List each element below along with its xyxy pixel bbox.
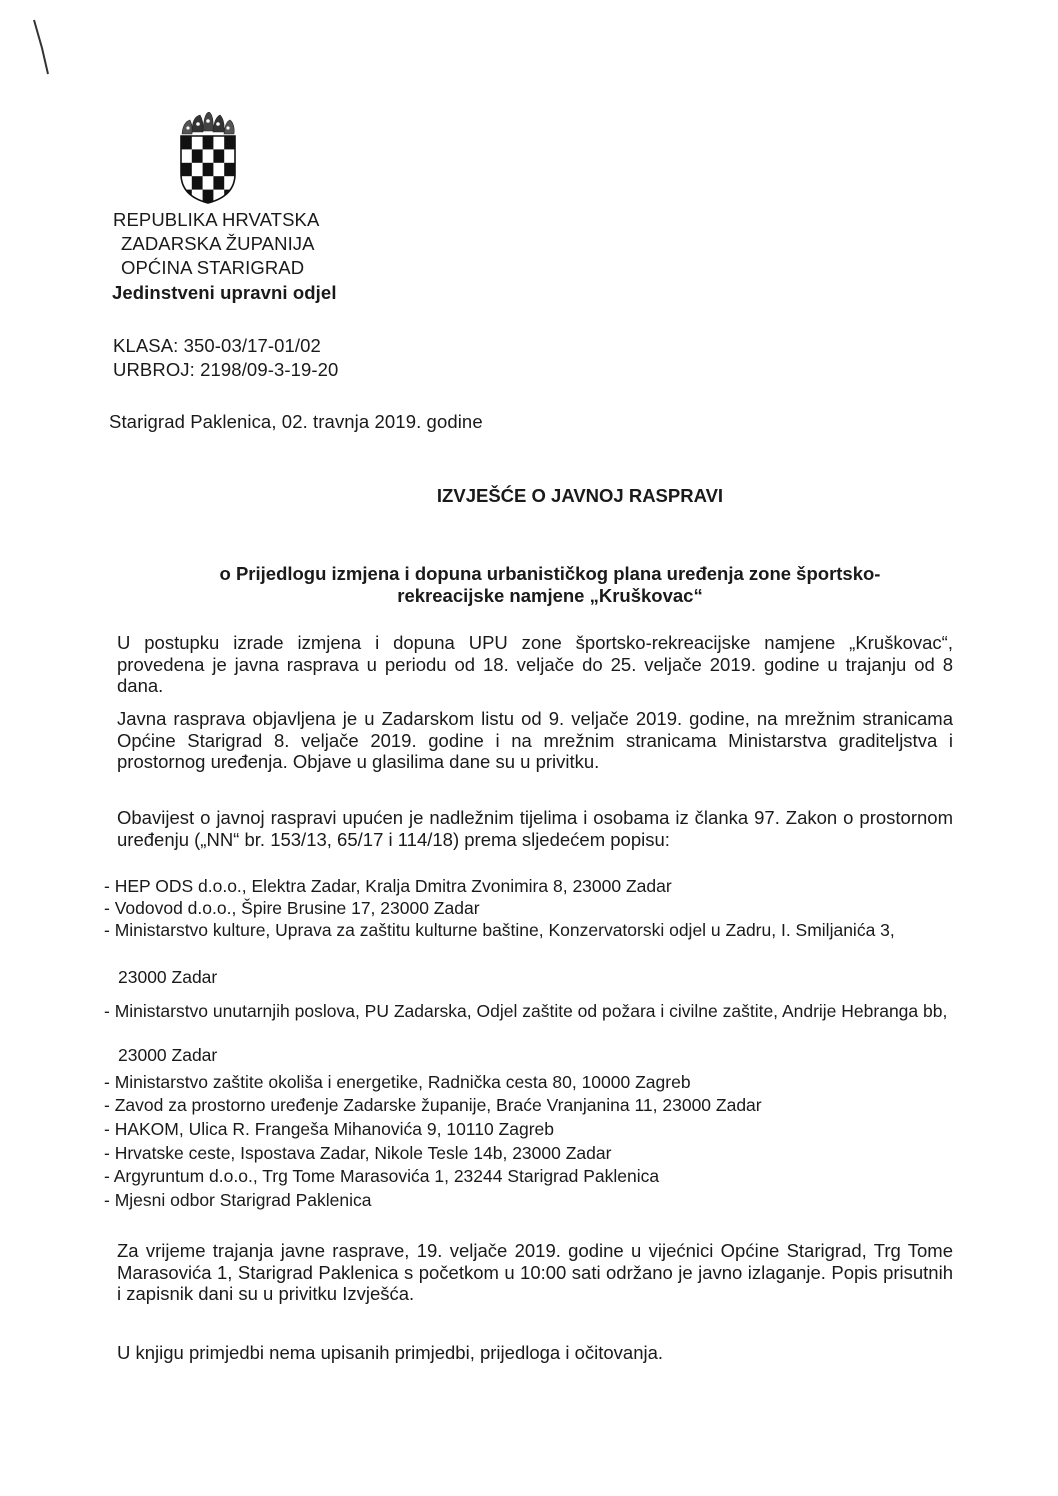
list-item-continuation: 23000 Zadar — [118, 967, 218, 987]
paragraph-publication: Javna rasprava objavljena je u Zadarskom listu od 9. veljače 2019. godine, na mrežnim stranicama Općine Starigrad 8. veljače 2019. godine i na mrežnim stranicama Ministarstva graditeljstva i prostornog uređenja. Objave u glasilima dane su u privitku. — [117, 708, 953, 772]
list-item: - Vodovod d.o.o., Špire Brusine 17, 23000 Zadar — [104, 898, 480, 918]
header-country: REPUBLIKA HRVATSKA — [113, 209, 320, 230]
paragraph-notice: Obavijest o javnoj raspravi upućen je nadležnim tijelima i osobama iz članka 97. Zakon o prostornom uređenju („NN“ br. 153/13, 65/17 i 114/18) prema sljedećem popisu: — [117, 807, 953, 850]
scan-mark — [30, 18, 60, 88]
croatian-coat-of-arms-icon — [178, 112, 238, 204]
header-department: Jedinstveni upravni odjel — [112, 282, 337, 303]
urbroj: URBROJ: 2198/09-3-19-20 — [113, 359, 339, 380]
list-item: - HEP ODS d.o.o., Elektra Zadar, Kralja Dmitra Zvonimira 8, 23000 Zadar — [104, 876, 672, 896]
list-item: - Ministarstvo kulture, Uprava za zaštitu kulturne baštine, Konzervatorski odjel u Zadru, I. Smiljanića 3, — [104, 920, 895, 940]
list-item: - Ministarstvo unutarnjih poslova, PU Zadarska, Odjel zaštite od požara i civilne zaštite, Andrije Hebranga bb, — [104, 1001, 948, 1021]
place-date: Starigrad Paklenica, 02. travnja 2019. godine — [109, 411, 483, 432]
list-item: - Zavod za prostorno uređenje Zadarske županije, Braće Vranjanina 11, 23000 Zadar — [104, 1095, 762, 1115]
header-county: ZADARSKA ŽUPANIJA — [121, 233, 315, 254]
list-item-continuation: 23000 Zadar — [118, 1045, 218, 1065]
list-item: - Mjesni odbor Starigrad Paklenica — [104, 1190, 372, 1210]
paragraph-remarks: U knjigu primjedbi nema upisanih primjedbi, prijedloga i očitovanja. — [117, 1342, 664, 1363]
klasa: KLASA: 350-03/17-01/02 — [113, 335, 321, 356]
document-subtitle-line1: o Prijedlogu izmjena i dopuna urbanističkog plana uređenja zone športsko- — [219, 563, 881, 584]
list-item: - Ministarstvo zaštite okoliša i energetike, Radnička cesta 80, 10000 Zagreb — [104, 1072, 691, 1092]
document-title: IZVJEŠĆE O JAVNOJ RASPRAVI — [436, 485, 724, 506]
document-subtitle-line2: rekreacijske namjene „Kruškovac“ — [397, 585, 703, 606]
list-item: - Hrvatske ceste, Ispostava Zadar, Nikole Tesle 14b, 23000 Zadar — [104, 1143, 612, 1163]
paragraph-procedure: U postupku izrade izmjena i dopuna UPU zone športsko-rekreacijske namjene „Kruškovac“, provedena je javna rasprava u periodu od 18. veljače do 25. veljače 2019. godine u trajanju od 8 dana. — [117, 632, 953, 696]
list-item: - HAKOM, Ulica R. Frangeša Mihanovića 9, 10110 Zagreb — [104, 1119, 555, 1139]
list-item: - Argyruntum d.o.o., Trg Tome Marasovića 1, 23244 Starigrad Paklenica — [104, 1166, 660, 1186]
paragraph-public-presentation: Za vrijeme trajanja javne rasprave, 19. veljače 2019. godine u vijećnici Općine Starigrad, Trg Tome Marasovića 1, Starigrad Paklenica s početkom u 10:00 sati održano je javno izlaganje. Popis prisutnih i zapisnik dani su u privitku Izvješća. — [117, 1240, 953, 1304]
header-municipality: OPĆINA STARIGRAD — [121, 257, 305, 278]
